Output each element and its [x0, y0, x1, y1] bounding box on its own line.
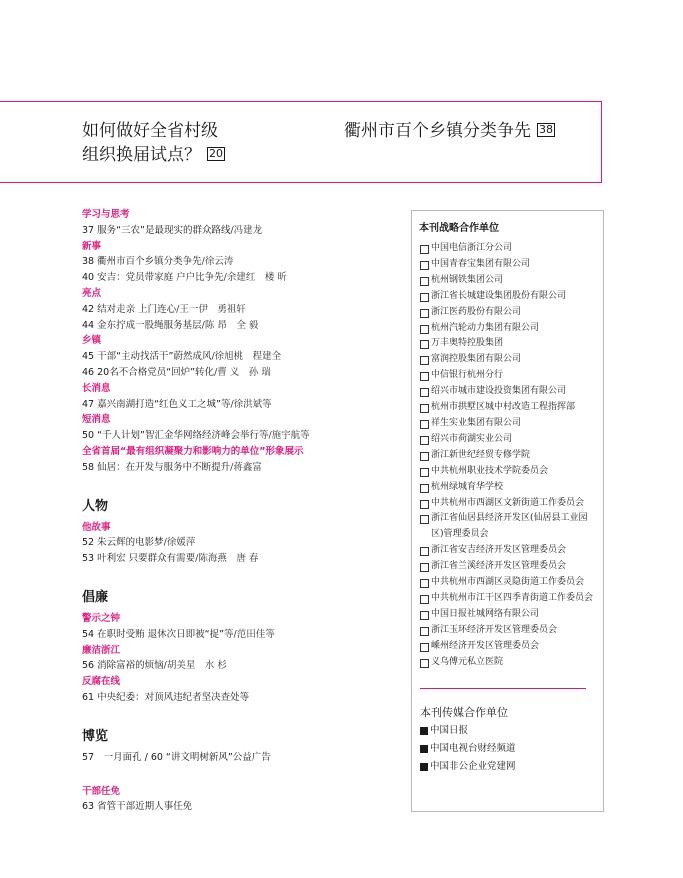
partners-title: 本刊战略合作单位 — [419, 223, 499, 234]
media-item: 中国日报 — [420, 722, 516, 740]
media-list — [420, 722, 516, 776]
partner-item: 杭州绿城育华学校 — [420, 480, 600, 496]
partner-item: 浙江省安吉经济开发区管理委员会 — [420, 543, 600, 559]
checkbox-icon — [420, 356, 429, 365]
feature-article-2[interactable] — [344, 119, 555, 143]
checkbox-icon — [420, 563, 429, 572]
checkbox-icon — [420, 277, 429, 286]
toc-category: 廉洁浙江 — [82, 644, 121, 656]
toc-item[interactable]: 61 中央纪委：对顶风违纪者坚决查处等 — [82, 691, 250, 703]
partner-item: 中国日报社城网络有限公司 — [420, 607, 600, 623]
toc-part-1 — [82, 207, 402, 444]
checkbox-icon — [420, 659, 429, 668]
feature-2-title: 衢州市百个乡镇分类争先 — [344, 121, 531, 141]
toc-item[interactable]: 47 嘉兴南湖打造“红色义工之城”等/徐洪斌等 — [82, 398, 272, 410]
partner-item: 浙江省兰溪经济开发区管理委员会 — [420, 559, 600, 575]
section-integrity: 倡廉 — [82, 589, 109, 605]
toc-category: 新事 — [82, 240, 102, 252]
partner-item: 绍兴市荷湖实业公司 — [420, 432, 600, 448]
checkbox-icon — [420, 611, 429, 620]
checkbox-icon — [420, 484, 429, 493]
overview-line[interactable]: 57 一月面孔 / 60 “讲文明树新风”公益广告 — [82, 751, 271, 763]
toc-item-58[interactable]: 58 仙居：在开发与服务中不断提升/蒋鑫富 — [82, 461, 262, 473]
toc-category: 学习与思考 — [82, 209, 130, 220]
checkbox-icon — [420, 404, 429, 413]
toc-item[interactable]: 38 衢州市百个乡镇分类争先/徐云涛 — [82, 256, 234, 268]
toc-item[interactable]: 52 朱云辉的电影梦/徐媛萍 — [82, 537, 196, 549]
checkbox-icon — [420, 245, 429, 254]
checkbox-icon — [420, 293, 429, 302]
divider — [420, 688, 586, 689]
checkbox-icon — [420, 579, 429, 588]
toc-item[interactable]: 56 消除富裕的烦恼/胡美星 水 杉 — [82, 660, 227, 672]
checkbox-icon — [420, 325, 429, 334]
table-of-contents — [82, 207, 402, 815]
toc-item[interactable]: 40 安吉：党员带家庭 户户比争先/余建红 楼 昕 — [82, 272, 287, 284]
feature-1-page: 20 — [209, 147, 223, 160]
filled-square-icon — [420, 745, 428, 753]
checkbox-icon — [420, 515, 429, 524]
checkbox-icon — [420, 261, 429, 270]
toc-item[interactable]: 53 叶利宏 只要群众有需要/陈海燕 唐 春 — [82, 553, 259, 565]
partner-item: 浙江省仙居县经济开发区(仙居县工业园区)管理委员会 — [420, 511, 600, 543]
feature-1-line-1: 如何做好全省村级 — [82, 121, 218, 141]
category-cadre: 干部任免 — [82, 785, 121, 797]
checkbox-icon — [420, 500, 429, 509]
checkbox-icon — [420, 309, 429, 318]
partner-item: 浙江省长城建设集团股份有限公司 — [420, 289, 600, 305]
feature-1-line-2: 组织换届试点？ 20 — [82, 145, 223, 165]
partner-item: 祥生实业集团有限公司 — [420, 416, 600, 432]
filled-square-icon — [420, 727, 428, 735]
checkbox-icon — [420, 372, 429, 381]
toc-item[interactable]: 37 服务“三农”是最现实的群众路线/冯建龙 — [82, 224, 263, 236]
media-title: 本刊传媒合作单位 — [420, 706, 508, 719]
checkbox-icon — [420, 468, 429, 477]
section-overview: 博览 — [82, 728, 109, 744]
highlight-banner[interactable]: 全省首届“最有组织凝聚力和影响力的单位”形象展示 — [82, 445, 304, 457]
partner-item: 浙江新世纪经贸专修学院 — [420, 448, 600, 464]
checkbox-icon — [420, 340, 429, 349]
partner-item: 富润控股集团有限公司 — [420, 352, 600, 368]
partner-list — [420, 241, 600, 670]
partner-item: 中国电信浙江分公司 — [420, 241, 600, 257]
partner-item: 中共杭州市西湖区文新街道工作委员会 — [420, 496, 600, 512]
toc-category: 反腐在线 — [82, 676, 121, 688]
partner-item: 绍兴市城市建设投资集团有限公司 — [420, 384, 600, 400]
partner-item: 中信银行杭州分行 — [420, 368, 600, 384]
media-item: 中国非公企业党建网 — [420, 758, 516, 776]
toc-category: 他故事 — [82, 521, 111, 533]
toc-category: 长消息 — [82, 382, 111, 394]
toc-category: 乡镇 — [82, 335, 102, 347]
partner-item: 浙江医药股份有限公司 — [420, 305, 600, 321]
checkbox-icon — [420, 595, 429, 604]
partner-item: 杭州钢铁集团公司 — [420, 273, 600, 289]
toc-item[interactable]: 46 20名不合格党员“回炉”转化/曹 义 孙 瑞 — [82, 366, 271, 378]
checkbox-icon — [420, 420, 429, 429]
toc-item[interactable]: 50 “千人计划”智汇金华网络经济峰会举行等/施宇航等 — [82, 430, 310, 442]
toc-item-63[interactable]: 63 省管干部近期人事任免 — [82, 801, 193, 813]
toc-item[interactable]: 54 在职时受贿 退休次日即被“捉”等/范田佳等 — [82, 628, 275, 640]
partner-item: 中共杭州市江干区四季青街道工作委员会 — [420, 591, 600, 607]
feature-article-1[interactable] — [82, 119, 242, 167]
media-item: 中国电视台财经频道 — [420, 740, 516, 758]
partner-item: 嵊州经济开发区管理委员会 — [420, 639, 600, 655]
toc-part-3 — [82, 611, 402, 706]
partner-item: 中共杭州市西湖区灵隐街道工作委员会 — [420, 575, 600, 591]
toc-category: 警示之钟 — [82, 612, 121, 624]
partner-item: 杭州汽轮动力集团有限公司 — [420, 321, 600, 337]
partner-item: 中国青春宝集团有限公司 — [420, 257, 600, 273]
toc-part-2 — [82, 520, 402, 567]
checkbox-icon — [420, 547, 429, 556]
toc-item[interactable]: 42 结对走亲 上门连心/王一伊 勇祖轩 — [82, 303, 246, 315]
partner-item: 浙江玉环经济开发区管理委员会 — [420, 623, 600, 639]
checkbox-icon — [420, 627, 429, 636]
toc-item[interactable]: 44 金东拧成一股绳服务基层/陈 昂 全 毅 — [82, 319, 259, 331]
partner-item: 杭州市拱墅区城中村改造工程指挥部 — [420, 400, 600, 416]
toc-item[interactable]: 45 干部“主动找活干”蔚然成风/徐旭桃 程建全 — [82, 351, 282, 363]
checkbox-icon — [420, 643, 429, 652]
partner-item: 义乌傅元私立医院 — [420, 655, 600, 671]
checkbox-icon — [420, 388, 429, 397]
partner-item: 万丰奥特控股集团 — [420, 336, 600, 352]
checkbox-icon — [420, 436, 429, 445]
feature-2-page: 38 — [539, 123, 553, 136]
toc-category: 短消息 — [82, 414, 111, 426]
checkbox-icon — [420, 452, 429, 461]
section-people: 人物 — [82, 498, 109, 514]
toc-category: 亮点 — [82, 287, 102, 299]
partner-item: 中共杭州职业技术学院委员会 — [420, 464, 600, 480]
filled-square-icon — [420, 763, 428, 771]
